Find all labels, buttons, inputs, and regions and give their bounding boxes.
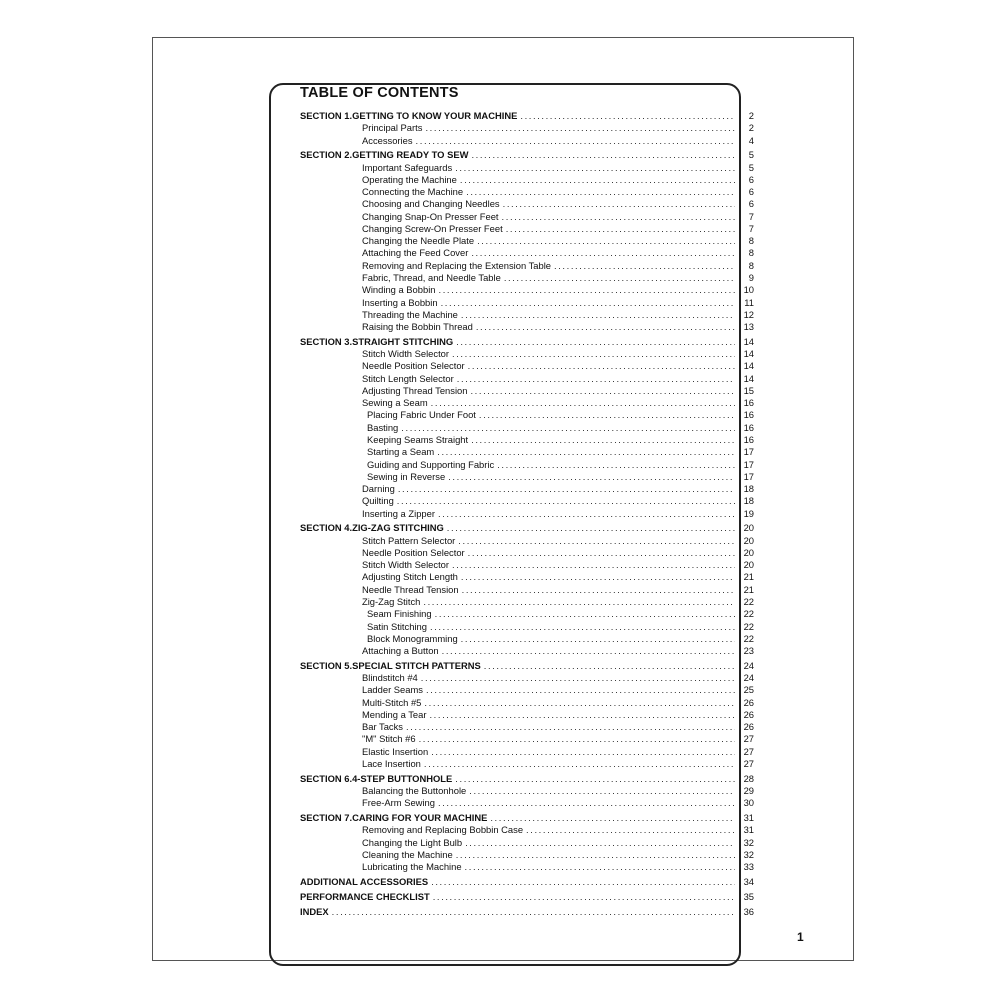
toc-item-row [300,684,754,696]
toc-item-row [300,297,754,309]
toc-item-row [300,535,754,547]
toc-item-row [300,409,754,421]
toc-item-row [300,446,754,458]
toc-item-row [300,348,754,360]
entry-label: Keeping Seams Straight [367,434,469,445]
entry-page: 16 [743,434,754,445]
entry-page: 11 [744,296,754,308]
entry-label: Satin Stitching [367,620,427,632]
toc-item-row [300,198,754,210]
entry-label: Adjusting Thread Tension [362,384,468,396]
entry-page: 19 [743,507,754,519]
section-number: SECTION 4. [300,522,353,534]
section-number: SECTION 2. [300,149,353,161]
entry-page: 5 [748,149,754,161]
toc-item-row [300,186,754,198]
dot-leader [456,849,735,861]
entry-label: Removing and Replacing Bobbin Case [362,824,524,836]
dot-leader [455,162,735,174]
toc-section-row [300,149,754,161]
entry-label: Quilting [362,495,394,507]
entry-page: 14 [743,335,754,347]
entry-page: 20 [743,559,754,571]
entry-page: 22 [743,608,754,620]
dot-leader [421,672,735,684]
toc-item-row [300,746,754,758]
toc-item-row [300,559,754,571]
entry-page: 27 [743,733,754,745]
entry-label: Sewing in Reverse [367,470,446,482]
dot-leader [468,547,735,559]
dot-leader [406,721,735,733]
toc-section-row [300,812,754,824]
toc-list [300,110,754,918]
dot-leader [456,336,735,348]
entry-page: 18 [743,483,754,495]
entry-label: "M" Stitch #6 [362,733,416,745]
entry-page: 32 [743,848,754,860]
dot-leader [429,709,735,721]
dot-leader [397,495,735,507]
toc-item-row [300,608,754,620]
entry-label: Zig-Zag Stitch [362,595,421,607]
toc-item-row [300,721,754,733]
dot-leader [458,535,735,547]
entry-page: 22 [743,620,754,632]
entry-label: Stitch Length Selector [362,372,454,384]
section-number: SECTION 7. [300,812,353,824]
dot-leader [419,733,735,745]
entry-label: Adjusting Stitch Length [362,571,458,583]
entry-page: 31 [743,824,754,836]
toc-item-row [300,508,754,520]
page-number: 1 [797,930,804,944]
entry-label: Seam Finishing [367,608,432,620]
entry-page: 2 [748,122,754,134]
toc-item-row [300,596,754,608]
dot-leader [439,284,736,296]
dot-leader [490,812,735,824]
entry-page: 24 [743,659,754,671]
page-title: TABLE OF CONTENTS [300,85,459,101]
entry-label: Stitch Pattern Selector [362,534,456,546]
toc-item-row [300,633,754,645]
entry-label: Guiding and Supporting Fabric [367,458,495,470]
toc-top-row [300,906,754,918]
entry-label: ADDITIONAL ACCESSORIES [300,875,429,887]
dot-leader [452,348,735,360]
toc-section-row [300,336,754,348]
dot-leader [468,360,735,372]
toc-item-row [300,260,754,272]
entry-page: 20 [743,522,754,534]
entry-page: 35 [743,890,754,902]
entry-page: 6 [748,173,754,185]
dot-leader [526,824,735,836]
entry-label: Inserting a Bobbin [362,296,438,308]
entry-label: Attaching the Feed Cover [362,247,469,259]
toc-item-row [300,547,754,559]
toc-item-row [300,483,754,495]
dot-leader [416,135,735,147]
entry-label: Blindstitch #4 [362,672,418,684]
entry-page: 20 [743,534,754,546]
toc-item-row [300,495,754,507]
entry-label: Connecting the Machine [362,186,464,198]
dot-leader [461,309,735,321]
entry-label: Principal Parts [362,122,423,134]
entry-page: 27 [743,757,754,769]
dot-leader [452,559,735,571]
entry-page: 23 [743,645,754,657]
dot-leader [484,660,735,672]
dot-leader [461,633,735,645]
toc-section-row [300,773,754,785]
entry-label: Winding a Bobbin [362,284,436,296]
entry-page: 18 [743,495,754,507]
dot-leader [431,397,735,409]
entry-page: 27 [743,745,754,757]
dot-leader [426,684,735,696]
entry-label: GETTING TO KNOW YOUR MACHINE [352,110,518,121]
toc-item-row [300,422,754,434]
entry-page: 14 [743,348,754,360]
dot-leader [554,260,735,272]
toc-item-row [300,373,754,385]
dot-leader [424,697,735,709]
entry-page: 10 [743,284,754,296]
dot-leader [497,459,735,471]
entry-label: Sewing a Seam [362,397,428,409]
dot-leader [441,297,735,309]
dot-leader [431,876,735,888]
entry-page: 14 [743,372,754,384]
entry-label: 4-STEP BUTTONHOLE [352,772,453,784]
dot-leader [424,758,735,770]
entry-page: 9 [748,272,754,284]
section-number: SECTION 6. [300,772,353,784]
toc-item-row [300,309,754,321]
toc-item-row [300,162,754,174]
entry-label: Changing the Light Bulb [362,836,463,848]
toc-item-row [300,709,754,721]
entry-page: 12 [743,308,754,320]
dot-leader [470,385,735,397]
entry-page: 7 [748,222,754,234]
entry-label: Needle Position Selector [362,360,465,372]
entry-label: STRAIGHT STITCHING [352,335,454,347]
dot-leader [469,785,735,797]
entry-label: Balancing the Buttonhole [362,785,467,797]
toc-item-row [300,797,754,809]
dot-leader [448,471,735,483]
dot-leader [401,422,735,434]
toc-item-row [300,837,754,849]
entry-page: 26 [743,721,754,733]
entry-label: Operating the Machine [362,173,457,185]
dot-leader [506,223,735,235]
entry-label: CARING FOR YOUR MACHINE [352,812,488,824]
toc-item-row [300,584,754,596]
dot-leader [442,645,735,657]
dot-leader [462,584,735,596]
toc-item-row [300,571,754,583]
dot-leader [433,891,735,903]
entry-page: 25 [743,684,754,696]
entry-page: 2 [748,110,754,121]
entry-page: 26 [743,696,754,708]
entry-label: Ladder Seams [362,684,423,696]
toc-item-row [300,849,754,861]
entry-label: Changing Snap-On Presser Feet [362,210,499,222]
dot-leader [425,122,735,134]
toc-item-row [300,621,754,633]
entry-label: Inserting a Zipper [362,507,435,519]
dot-leader [431,746,735,758]
entry-label: Removing and Replacing the Extension Table [362,259,552,271]
entry-label: SPECIAL STITCH PATTERNS [352,659,481,671]
entry-page: 6 [748,186,754,198]
entry-page: 16 [743,409,754,421]
entry-label: Changing Screw-On Presser Feet [362,222,503,234]
entry-label: Mending a Tear [362,708,427,720]
dot-leader [447,522,735,534]
toc-item-row [300,235,754,247]
toc-item-row [300,223,754,235]
toc-item-row [300,211,754,223]
entry-page: 33 [743,861,754,873]
toc-item-row [300,135,754,147]
dot-leader [455,773,735,785]
entry-page: 31 [743,812,754,824]
entry-label: Lubricating the Machine [362,861,462,873]
entry-label: Free-Arm Sewing [362,797,435,809]
toc-item-row [300,284,754,296]
entry-label: Block Monogramming [367,632,458,644]
entry-label: Attaching a Button [362,645,439,657]
entry-page: 21 [743,583,754,595]
entry-label: Cleaning the Machine [362,848,453,860]
entry-label: Multi-Stitch #5 [362,696,422,708]
entry-page: 34 [743,875,754,887]
dot-leader [471,247,735,259]
dot-leader [423,596,735,608]
toc-top-row [300,891,754,903]
dot-leader [460,174,735,186]
entry-label: Important Safeguards [362,161,453,173]
entry-label: Bar Tacks [362,721,403,733]
entry-label: Needle Thread Tension [362,583,459,595]
entry-page: 8 [748,259,754,271]
entry-page: 14 [743,360,754,372]
toc-item-row [300,697,754,709]
dot-leader [332,906,735,918]
section-number: SECTION 3. [300,335,353,347]
section-number: SECTION 5. [300,659,353,671]
toc-item-row [300,385,754,397]
entry-page: 8 [748,247,754,259]
toc-section-row [300,110,754,122]
toc-item-row [300,434,754,446]
entry-page: 17 [743,458,754,470]
entry-page: 29 [743,785,754,797]
section-number: SECTION 1. [300,110,353,121]
entry-label: Stitch Width Selector [362,559,450,571]
toc-item-row [300,360,754,372]
dot-leader [437,446,735,458]
entry-page: 32 [743,836,754,848]
toc-item-row [300,174,754,186]
entry-label: ZIG-ZAG STITCHING [352,522,444,534]
dot-leader [503,198,735,210]
toc-item-row [300,645,754,657]
entry-page: 22 [743,632,754,644]
dot-leader [465,861,735,873]
entry-page: 16 [743,397,754,409]
dot-leader [520,110,735,122]
entry-page: 7 [748,210,754,222]
entry-page: 8 [748,235,754,247]
entry-page: 24 [743,672,754,684]
entry-label: Choosing and Changing Needles [362,198,500,210]
dot-leader [502,211,735,223]
entry-page: 28 [743,772,754,784]
entry-page: 22 [743,595,754,607]
entry-label: Elastic Insertion [362,745,429,757]
dot-leader [457,373,735,385]
toc-item-row [300,672,754,684]
entry-label: Stitch Width Selector [362,348,450,360]
entry-page: 6 [748,198,754,210]
toc-item-row [300,824,754,836]
toc-section-row [300,522,754,534]
toc-item-row [300,758,754,770]
toc-item-row [300,861,754,873]
entry-label: Accessories [362,134,413,146]
toc-item-row [300,122,754,134]
entry-page: 36 [743,905,754,917]
entry-page: 17 [743,446,754,458]
entry-page: 26 [743,708,754,720]
entry-label: Needle Position Selector [362,546,465,558]
dot-leader [438,797,735,809]
toc-item-row [300,471,754,483]
entry-label: Starting a Seam [367,446,435,458]
entry-label: Darning [362,483,395,495]
toc-item-row [300,785,754,797]
entry-page: 16 [743,421,754,433]
toc-item-row [300,272,754,284]
entry-page: 4 [748,134,754,146]
entry-page: 15 [743,384,754,396]
dot-leader [504,272,735,284]
entry-label: PERFORMANCE CHECKLIST [300,890,430,902]
toc-item-row [300,397,754,409]
dot-leader [435,608,735,620]
dot-leader [398,483,735,495]
dot-leader [466,186,735,198]
toc-item-row [300,459,754,471]
dot-leader [476,321,735,333]
entry-page: 20 [743,546,754,558]
entry-page: 21 [743,571,754,583]
entry-label: Threading the Machine [362,308,458,320]
entry-page: 30 [743,797,754,809]
dot-leader [461,571,735,583]
toc-item-row [300,733,754,745]
toc-top-row [300,876,754,888]
entry-label: Changing the Needle Plate [362,235,475,247]
toc-item-row [300,321,754,333]
dot-leader [430,621,735,633]
dot-leader [438,508,735,520]
toc-item-row [300,247,754,259]
entry-label: Lace Insertion [362,757,421,769]
dot-leader [479,409,735,421]
entry-label: GETTING READY TO SEW [352,149,469,161]
toc-section-row [300,660,754,672]
entry-label: Basting [367,421,399,433]
entry-label: Fabric, Thread, and Needle Table [362,272,501,284]
dot-leader [477,235,735,247]
dot-leader [471,434,735,446]
entry-label: Placing Fabric Under Foot [367,409,476,421]
entry-page: 5 [748,161,754,173]
entry-page: 13 [743,321,754,333]
entry-label: Raising the Bobbin Thread [362,321,473,333]
entry-label: INDEX [300,905,329,917]
dot-leader [465,837,735,849]
entry-page: 17 [743,470,754,482]
dot-leader [471,149,735,161]
